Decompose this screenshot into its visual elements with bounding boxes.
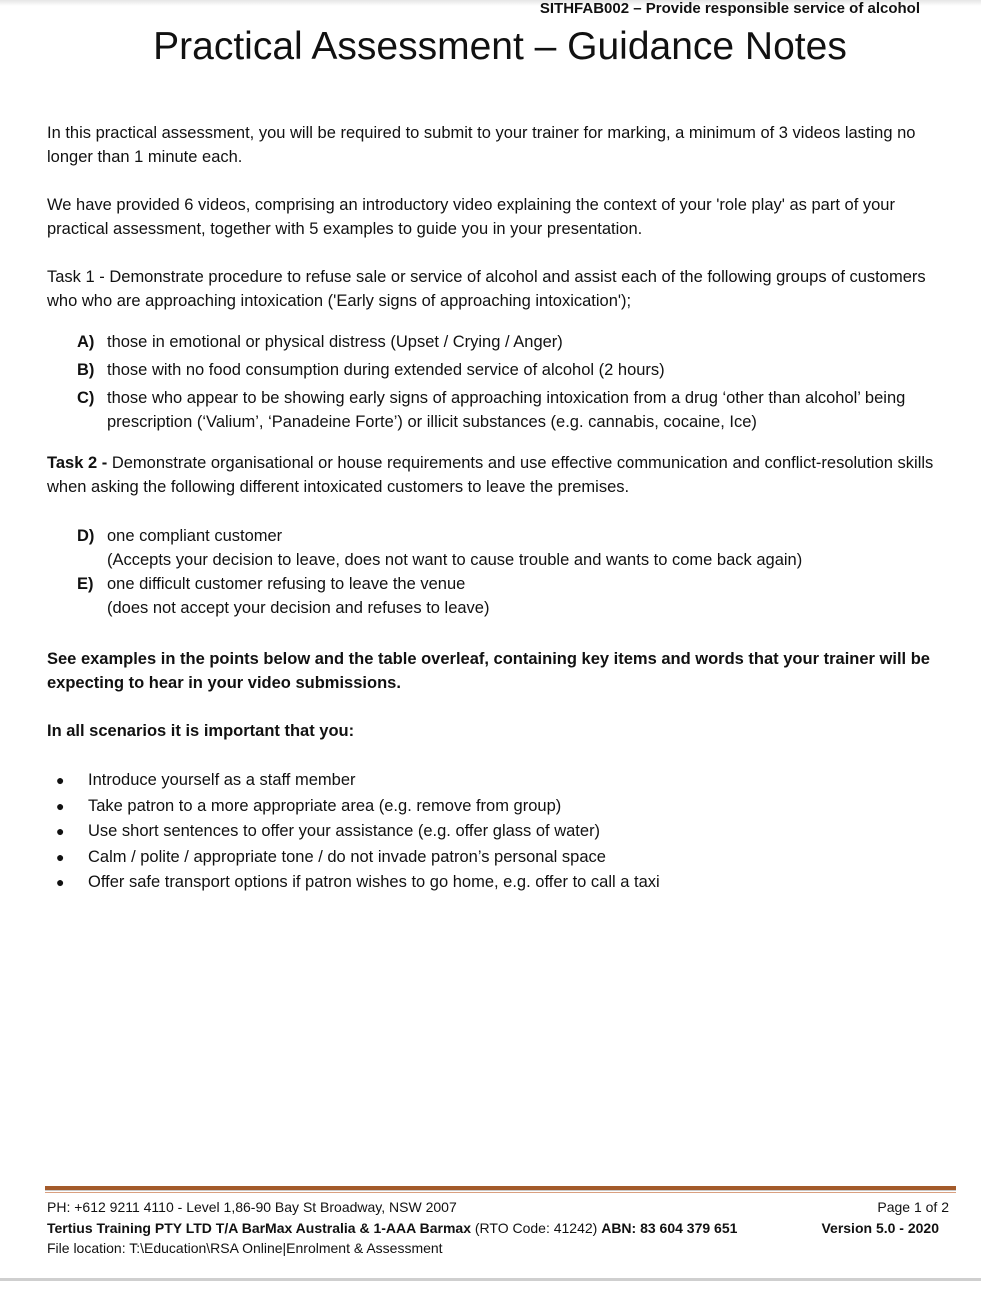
list-letter: D) [77,527,95,545]
list-item-text: one compliant customer [107,527,283,545]
bullet-icon: ● [56,874,65,890]
scenarios-heading: In all scenarios it is important that you: [47,722,355,740]
task1-list [77,330,957,434]
list-letter: E) [77,575,94,593]
footer-company: Tertius Training PTY LTD T/A BarMax Australia & 1-AAA Barmax [47,1219,471,1236]
page-bottom-edge [0,1278,981,1281]
task2-description [47,451,947,499]
bullet-icon: ● [56,797,65,814]
list-item [56,870,660,896]
list-item-text: those in emotional or physical distress (Upset / Crying / Anger) [107,333,563,351]
footer-row [47,1197,953,1218]
intro-paragraph-1: In this practical assessment, you will be required to submit to your trainer for marking, a minimum of 3 videos lasting no longer than 1 minute each. [47,124,916,166]
intro-paragraph-2: We have provided 6 videos, comprising an introductory video explaining the context of your 'role play' as part of your practical assessment, together with 5 examples to guide you in your presentation. [47,196,895,238]
list-item-subtext: (does not accept your decision and refuses to leave) [107,599,490,617]
footer-abn: ABN: 83 604 379 651 [601,1219,738,1236]
task2-text: Demonstrate organisational or house requirements and use effective communication and conflict-resolution skills when asking the following different intoxicated customers to leave the premises. [47,454,934,496]
list-item-text: one difficult customer refusing to leave the venue [107,575,466,593]
list-letter: B) [77,361,95,379]
bullet-icon: ● [56,823,65,839]
list-item [56,768,660,794]
list-item-body [107,572,957,620]
list-item [56,794,660,820]
list-item-body [107,524,957,572]
bullet-text: Calm / polite / appropriate tone / do not invade patron’s personal space [88,847,606,866]
list-item [77,358,957,382]
footer-row [47,1238,953,1259]
footer-version: Version 5.0 - 2020 [821,1219,939,1236]
footer-contact: PH: +612 9211 4110 - Level 1,86-90 Bay St Broadway, NSW 2007 [47,1199,457,1215]
page-footer [47,1197,953,1259]
footer-file-location: File location: T:\Education\RSA Online|Enrolment & Assessment [47,1240,443,1256]
list-letter: C) [77,389,95,407]
bullet-text: Offer safe transport options if patron wishes to go home, e.g. offer to call a taxi [88,873,660,891]
footer-divider-accent [45,1192,956,1193]
bullet-text: Use short sentences to offer your assistance (e.g. offer glass of water) [88,822,601,840]
bullet-icon: ● [56,772,65,788]
list-item [77,386,957,434]
list-item [56,819,660,845]
bullet-icon: ● [56,848,65,865]
list-item-text: those with no food consumption during extended service of alcohol (2 hours) [107,361,665,379]
list-item-text: those who appear to be showing early signs of approaching intoxication from a drug ‘other than alcohol’ being prescription (‘Valium’, ‘Panadeine Forte’) or illicit substances (e.g. cannabis, cocaine, Ice) [107,389,906,431]
page-title: Practical Assessment – Guidance Notes [153,25,847,68]
task2-list [77,524,957,620]
scenario-bullet-list [56,768,660,896]
task2-label: Task 2 - [47,454,108,472]
footer-divider [45,1186,956,1191]
footer-company-line [47,1218,737,1239]
task1-description: Task 1 - Demonstrate procedure to refuse sale or service of alcohol and assist each of the following groups of customers who who are approaching intoxication ('Early signs of approaching intoxication'); [47,268,926,310]
list-item [77,330,957,354]
bullet-text: Introduce yourself as a staff member [88,771,356,789]
list-item [56,845,660,871]
bullet-text: Take patron to a more appropriate area (e.g. remove from group) [88,796,562,815]
list-item [77,572,957,620]
list-item-subtext: (Accepts your decision to leave, does not want to cause trouble and wants to come back again) [107,551,803,569]
footer-rto: (RTO Code: 41242) [470,1219,602,1236]
list-letter: A) [77,333,95,351]
footer-row [47,1218,953,1239]
examples-note: See examples in the points below and the table overleaf, containing key items and words that your trainer will be expecting to hear in your video submissions. [47,650,930,692]
footer-page-number: Page 1 of 2 [877,1199,949,1215]
list-item [77,524,957,572]
unit-code-header: SITHFAB002 – Provide responsible service of alcohol [539,0,920,17]
